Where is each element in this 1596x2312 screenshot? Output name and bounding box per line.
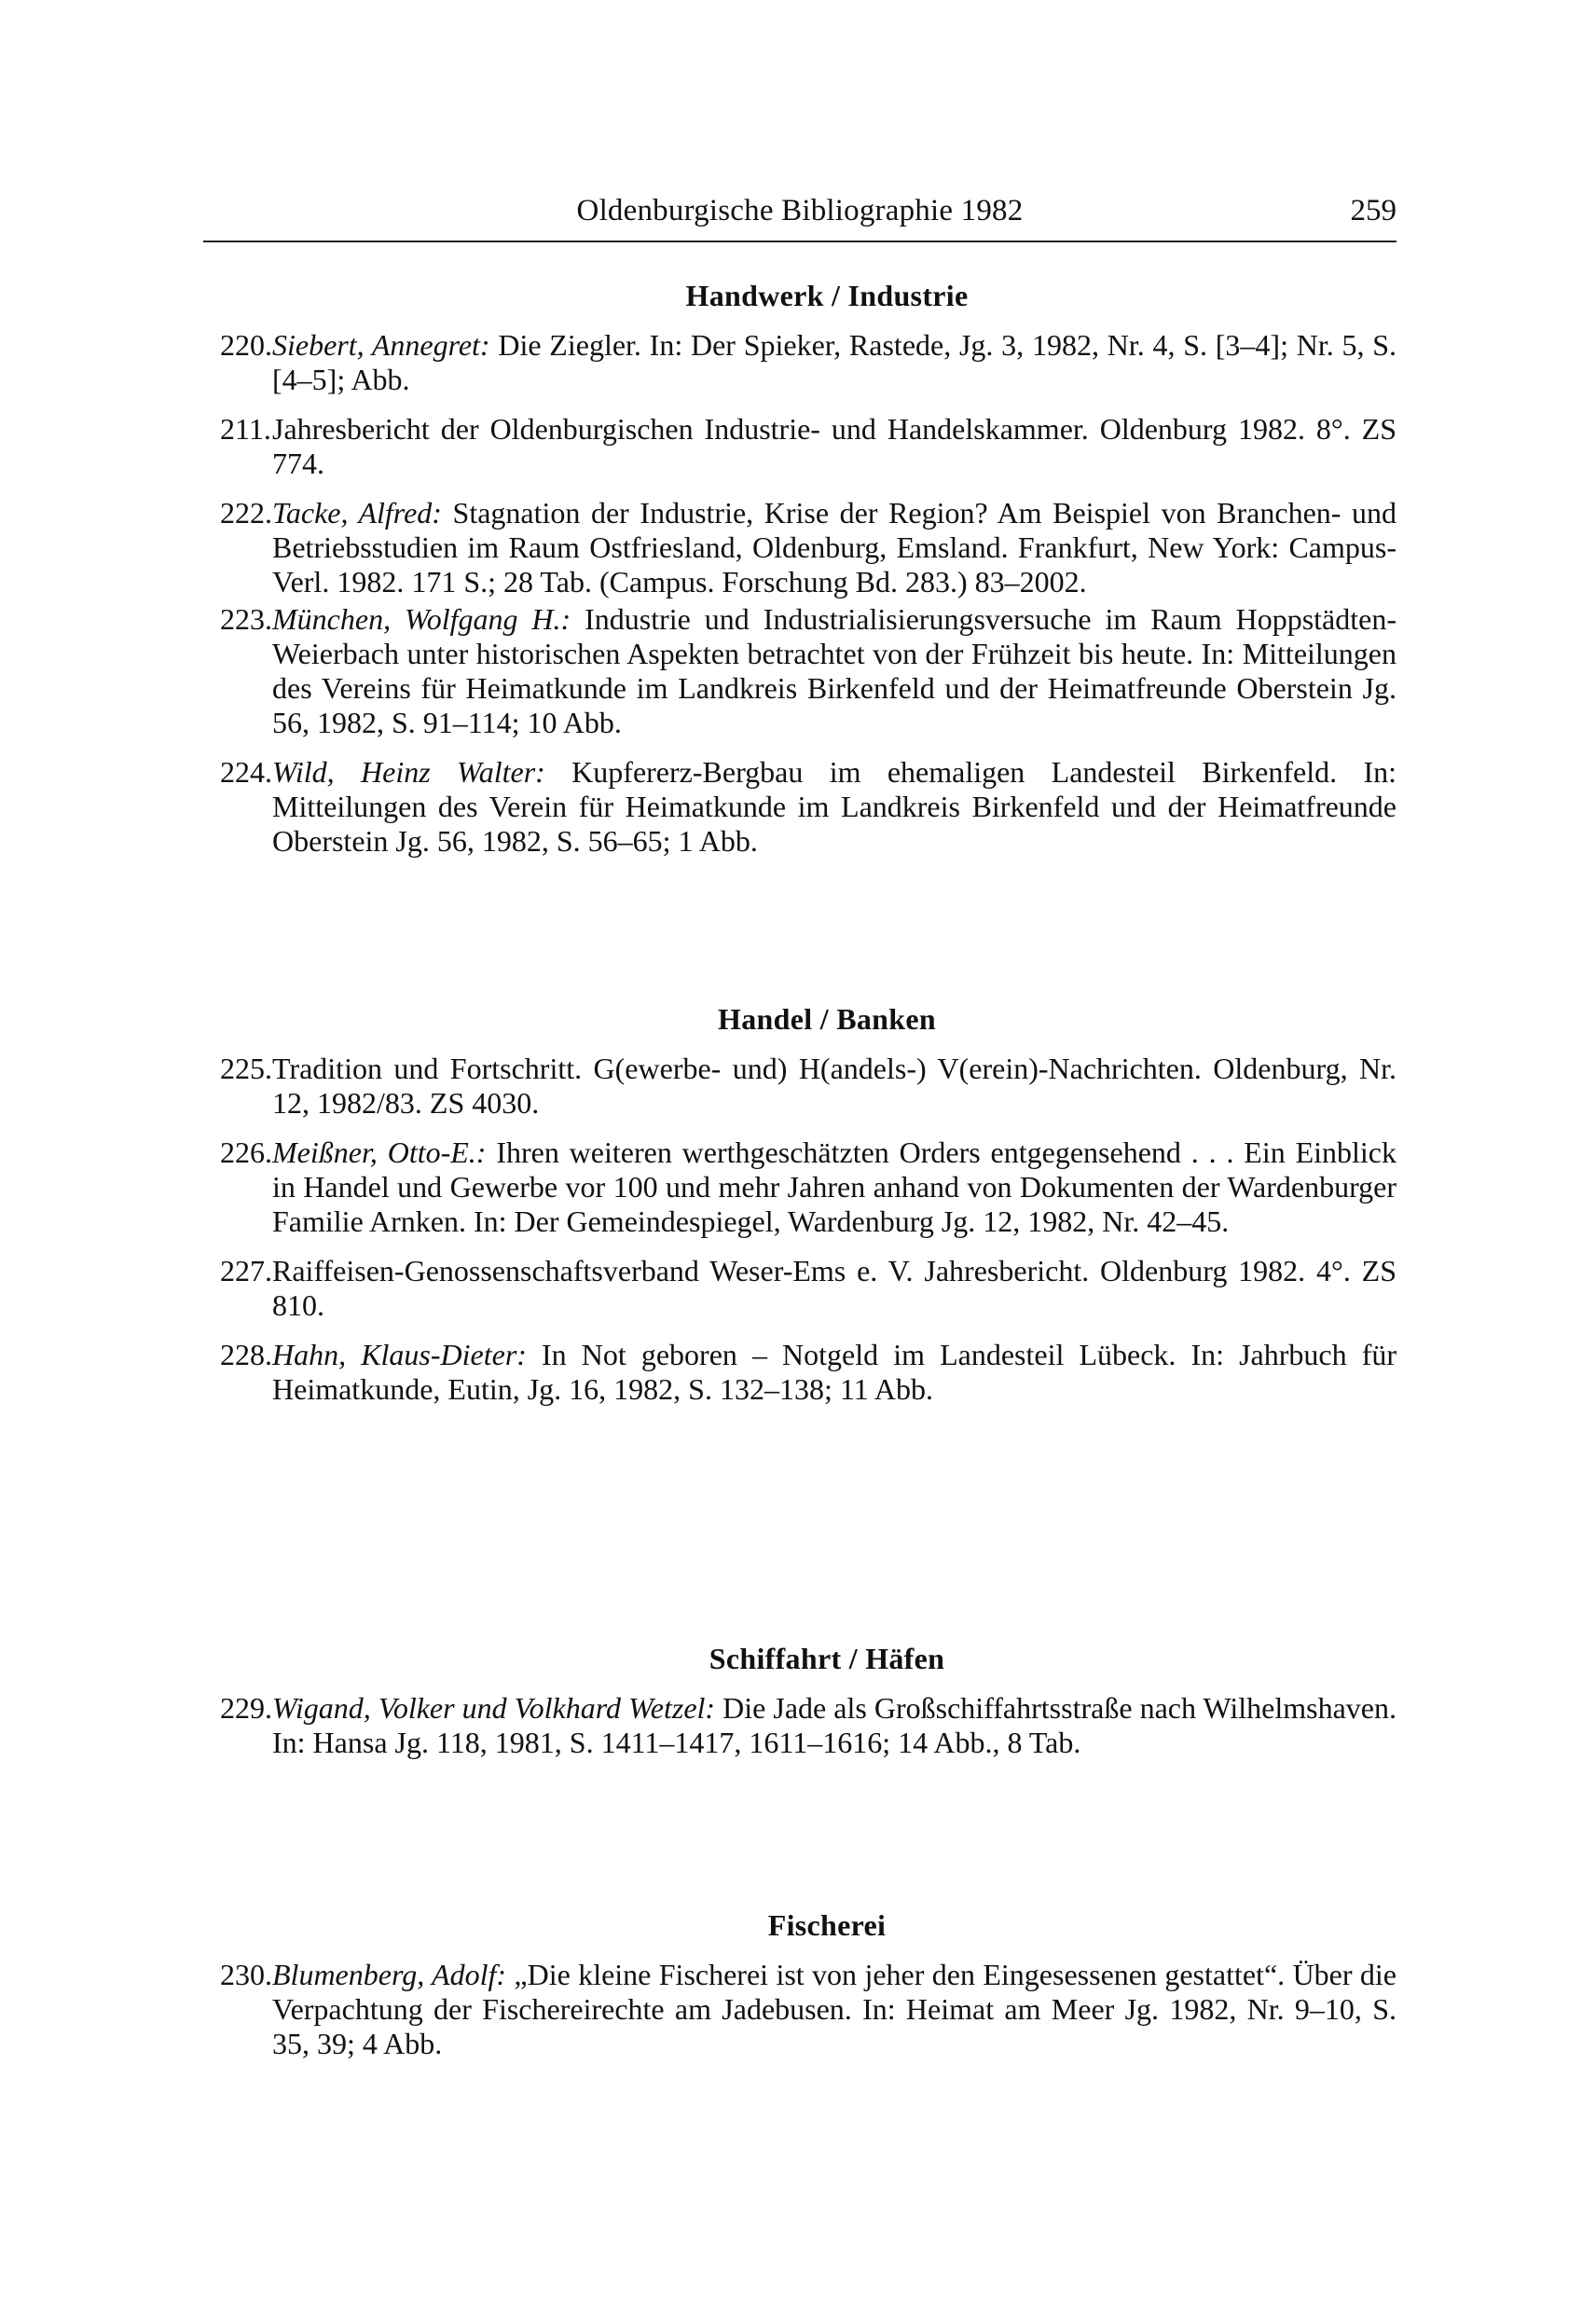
entry-description: „Die kleine Fischerei ist von jeher den Eingesessenen gestattet“. Über die Verpachtung der Fischereirechte am Jadebusen. In: Heimat am Meer Jg. 1982, Nr. 9–10, S. 35, 39; 4 Abb. <box>272 1958 1397 2060</box>
section-heading: Handwerk / Industrie <box>685 279 969 312</box>
entry-description: Die Ziegler. In: Der Spieker, Rastede, Jg. 3, 1982, Nr. 4, S. [3–4]; Nr. 5, S. [4–5]; Abb. <box>272 328 1397 396</box>
entry-author: Wild, Heinz Walter: <box>272 755 545 789</box>
section-handel-banken <box>220 998 1396 1422</box>
bibliography-entry <box>220 1052 1396 1121</box>
section-heading: Schiffahrt / Häfen <box>709 1642 945 1675</box>
bibliography-entry <box>220 1691 1396 1760</box>
running-title: Oldenburgische Bibliographie 1982 <box>576 194 1024 227</box>
entry-author: München, Wolfgang H.: <box>272 602 571 636</box>
entry-author: Meißner, Otto-E.: <box>272 1135 487 1169</box>
entry-description: Industrie und Industrialisierungsversuche im Raum Hoppstädten-Weierbach unter historischen Aspekten betrachtet von der Frühzeit bis heute. In: Mitteilungen des Vereins für Heimatkunde im Landkreis Birkenfeld und der Heimatfreunde Oberstein Jg. 56, 1982, S. 91–114; 10 Abb. <box>272 602 1397 739</box>
bibliography-entry <box>220 755 1396 859</box>
entry-text <box>272 1691 1396 1760</box>
section-fischerei <box>220 1904 1396 2076</box>
entry-description: Die Jade als Großschiffahrtsstraße nach Wilhelmshaven. In: Hansa Jg. 118, 1981, S. 1411–1417, 1611–1616; 14 Abb., 8 Tab. <box>272 1691 1397 1759</box>
entry-author: Tacke, Alfred: <box>272 496 442 530</box>
entry-text <box>272 1052 1396 1121</box>
entry-text <box>272 1254 1396 1323</box>
entry-description: Ihren weiteren werthgeschätzten Orders entgegensehend . . . Ein Einblick in Handel und Gewerbe vor 100 und mehr Jahren anhand von Dokumenten der Wardenburger Familie Arnken. In: Der Gemeindespiegel, Wardenburg Jg. 12, 1982, Nr. 42–45. <box>272 1135 1397 1238</box>
bibliography-entry <box>220 328 1396 397</box>
entry-author: Siebert, Annegret: <box>272 328 490 362</box>
entry-number: 223. <box>220 602 272 636</box>
entry-number: 226. <box>220 1135 272 1169</box>
entry-number: 228. <box>220 1338 272 1371</box>
bibliography-entry <box>220 1338 1396 1407</box>
running-header <box>203 188 1396 242</box>
bibliography-entry <box>220 1135 1396 1239</box>
entry-description: Raiffeisen-Genossenschaftsverband Weser-Ems e. V. Jahresbericht. Oldenburg 1982. 4°. ZS 810. <box>272 1254 1396 1322</box>
bibliography-entry <box>220 1254 1396 1323</box>
section-heading: Handel / Banken <box>718 1002 936 1036</box>
entry-text <box>272 1135 1396 1239</box>
entry-text <box>272 412 1396 481</box>
entry-text <box>272 602 1396 740</box>
entry-description: Kupfererz-Bergbau im ehemaligen Landesteil Birkenfeld. In: Mitteilungen des Verein für Heimatkunde im Landkreis Birkenfeld und der Heimatfreunde Oberstein Jg. 56, 1982, S. 56–65; 1 Abb. <box>272 755 1396 858</box>
entry-number: 224. <box>220 755 272 789</box>
section-heading: Fischerei <box>767 1908 887 1942</box>
entry-number: 230. <box>220 1958 272 1991</box>
entry-description: Tradition und Fortschritt. G(ewerbe- und) H(andels-) V(erein)-Nachrichten. Oldenburg, Nr. 12, 1982/83. ZS 4030. <box>272 1052 1396 1120</box>
entry-number: 211. <box>220 412 271 446</box>
entry-text <box>272 1958 1396 2061</box>
section-handwerk-industrie <box>220 274 1396 874</box>
entry-text <box>272 755 1396 859</box>
entry-text <box>272 496 1396 599</box>
entry-number: 229. <box>220 1691 272 1725</box>
entry-author: Blumenberg, Adolf: <box>272 1958 507 1991</box>
entry-text <box>272 328 1396 397</box>
page-number: 259 <box>1350 194 1396 227</box>
entry-number: 220. <box>220 328 272 362</box>
entry-description: Jahresbericht der Oldenburgischen Industrie- und Handelskammer. Oldenburg 1982. 8°. ZS 774. <box>272 412 1396 480</box>
entry-text <box>272 1338 1396 1407</box>
entry-description: In Not geboren – Notgeld im Landesteil Lübeck. In: Jahrbuch für Heimatkunde, Eutin, Jg. 16, 1982, S. 132–138; 11 Abb. <box>272 1338 1396 1406</box>
bibliography-entry <box>220 496 1396 599</box>
entry-number: 225. <box>220 1052 272 1085</box>
entry-description: Stagnation der Industrie, Krise der Region? Am Beispiel von Branchen- und Betriebsstudien im Raum Ostfriesland, Oldenburg, Emsland. Frankfurt, New York: Campus-Verl. 1982. 171 S.; 28 Tab. (Campus. Forschung Bd. 283.) 83–2002. <box>272 496 1397 599</box>
bibliography-entry <box>220 1958 1396 2061</box>
entry-author: Wigand, Volker und Volkhard Wetzel: <box>272 1691 716 1725</box>
entry-number: 227. <box>220 1254 272 1287</box>
bibliography-entry <box>220 602 1396 740</box>
entry-author: Hahn, Klaus-Dieter: <box>272 1338 527 1371</box>
section-schiffahrt-haefen <box>220 1637 1396 1775</box>
entry-number: 222. <box>220 496 272 530</box>
bibliography-entry <box>220 412 1396 481</box>
